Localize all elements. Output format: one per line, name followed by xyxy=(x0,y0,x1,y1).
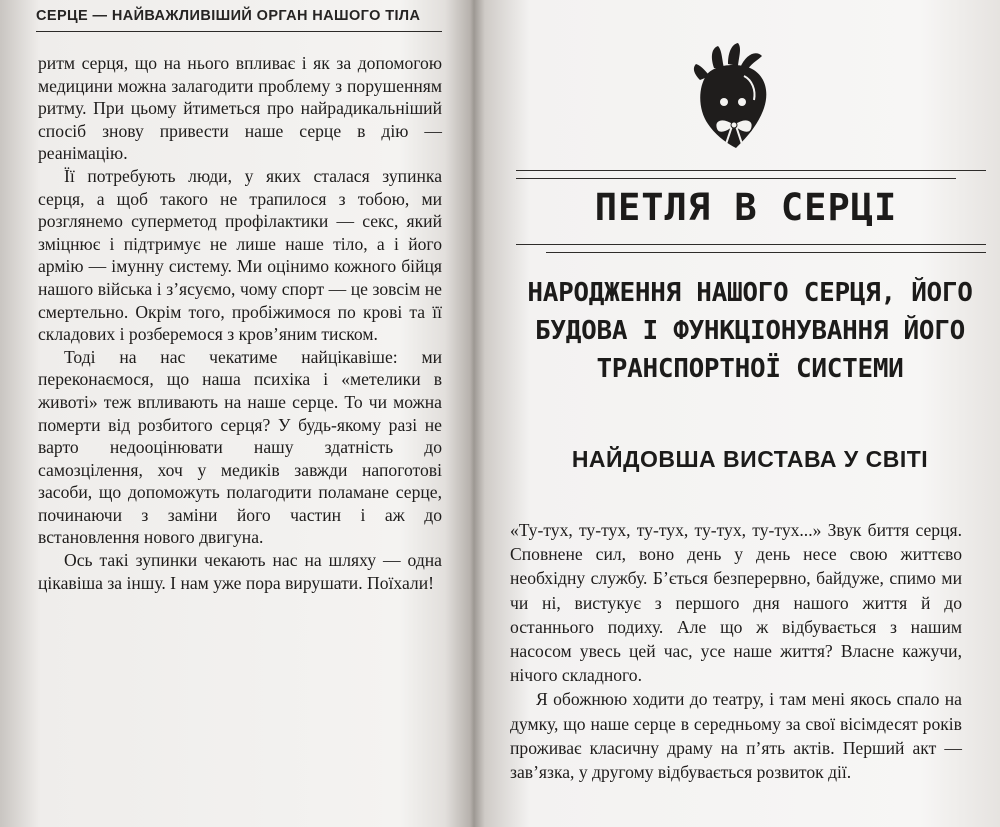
title-top-rule xyxy=(516,170,986,171)
left-page xyxy=(0,0,470,827)
paragraph: ритм серця, що на нього впливає і як за допомогою медицини можна залагодити проблему з порушенням ритму. При цьому йтиметься про найрадикальніший спосіб знову привести наше серце в дію — реанімацію. xyxy=(38,53,442,164)
left-body-text xyxy=(38,52,442,594)
heart-with-bow-icon xyxy=(684,40,780,155)
title-bottom-rule xyxy=(516,244,986,245)
section-title: НАЙДОВША ВИСТАВА У СВІТІ xyxy=(571,446,929,472)
chapter-subtitle: НАРОДЖЕННЯ НАШОГО СЕРЦЯ, ЙОГО БУДОВА І ФУНКЦІОНУВАННЯ ЙОГО ТРАНСПОРТНОЇ СИСТЕМИ xyxy=(527,278,973,384)
right-body-text xyxy=(510,518,962,784)
running-head-rule xyxy=(36,31,442,32)
title-top-rule-2 xyxy=(516,178,956,179)
running-head: СЕРЦЕ — НАЙВАЖЛИВІШИЙ ОРГАН НАШОГО ТІЛА xyxy=(36,8,421,24)
chapter-title: ПЕТЛЯ В СЕРЦІ xyxy=(594,186,898,229)
paragraph: Тоді на нас чекатиме найцікавіше: ми переконаємося, що наша психіка і «метелики в животі» теж впливають на наше серце. То чи можна померти від розбитого серця? У будь-якому разі не варто недооцінювати нашу здатність до самозцілення, хоч у медиків завжди напоготові засоби, що допоможуть полагодити поламане серце, починаючи з заміни його частин і аж до встановлення нового двигуна. xyxy=(38,346,442,548)
paragraph: Я обожнюю ходити до театру, і там мені якось спало на думку, що наше серце в середньому за свої вісімдесят років проживає класичну драму на п’ять актів. Перший акт — зав’язка, у другому відбувається розвиток дії. xyxy=(510,689,962,783)
right-page xyxy=(478,0,1000,827)
paragraph: Ось такі зупинки чекають нас на шляху — одна цікавіша за іншу. І нам уже пора вирушати. Поїхали! xyxy=(38,550,442,593)
paragraph: «Ту-тух, ту-тух, ту-тух, ту-тух, ту-тух...» Звук биття серця. Сповнене сил, воно день у день несе свою життєво необхідну службу. Б’ється безперервно, байдуже, спимо ми чи ні, вистукує з першого дня нашого життя й до останнього подиху. Але що ж відбувається з нашим насосом увесь цей час, усе наше життя? Власне кажучи, нічого складного. xyxy=(510,520,962,686)
title-bottom-rule-2 xyxy=(546,252,986,253)
paragraph: Її потребують люди, у яких сталася зупинка серця, а щоб такого не трапилося з тобою, ми розглянемо суперметод профілактики — секс, який зміцнює і підтримує не лише наше тіло, а і його армію — імунну систему. Ми оцінимо кожного бійця нашого війська і з’ясуємо, чому спорт — це зовсім не смертельно. Окрім того, пробіжимося по крові та її складових і розберемося з кров’яним тиском. xyxy=(38,165,442,345)
